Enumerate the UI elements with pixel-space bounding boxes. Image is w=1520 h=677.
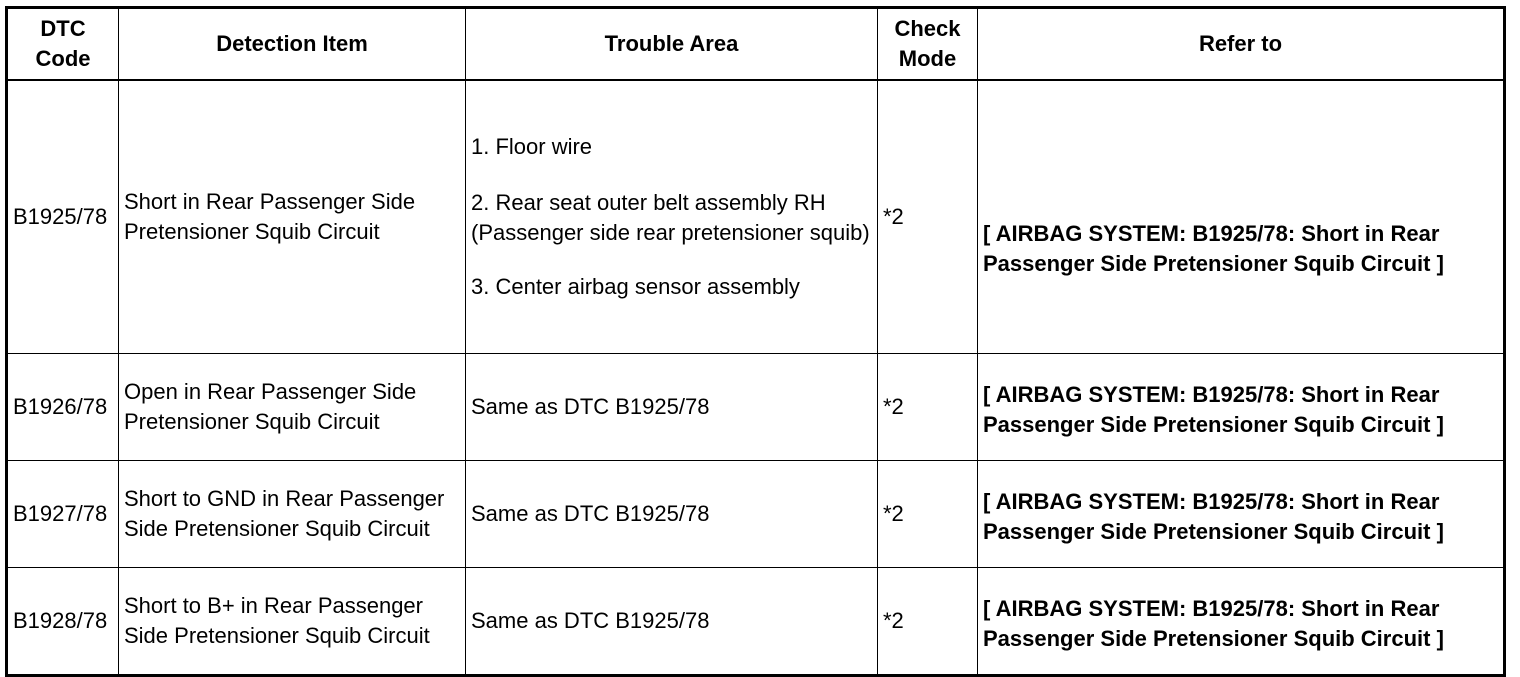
dtc-code-cell: B1926/78: [7, 354, 119, 461]
table-row: [7, 354, 1505, 461]
table-body: [7, 80, 1505, 676]
header-dtc-code-label: DTC Code: [35, 16, 91, 71]
header-detection-item: Detection Item: [119, 8, 466, 81]
trouble-area-cell: Same as DTC B1925/78: [466, 568, 878, 676]
detection-item-cell: Short in Rear Passenger Side Pretensioner Squib Circuit: [119, 80, 466, 354]
trouble-area-item: 2. Rear seat outer belt assembly RH (Passenger side rear pretensioner squib): [471, 190, 870, 245]
detection-item-cell: Open in Rear Passenger Side Pretensioner Squib Circuit: [119, 354, 466, 461]
table-row: [7, 568, 1505, 676]
dtc-code-cell: B1927/78: [7, 461, 119, 568]
dtc-table: [5, 6, 1506, 677]
refer-to-link[interactable]: [ AIRBAG SYSTEM: B1925/78: Short in Rear Passenger Side Pretensioner Squib Circuit ]: [978, 354, 1505, 461]
trouble-area-item: 1. Floor wire: [471, 134, 593, 159]
dtc-code-cell: B1928/78: [7, 568, 119, 676]
refer-to-link[interactable]: [ AIRBAG SYSTEM: B1925/78: Short in Rear Passenger Side Pretensioner Squib Circuit ]: [978, 461, 1505, 568]
table-header: [7, 8, 1505, 81]
check-mode-cell: *2: [878, 354, 978, 461]
refer-to-link[interactable]: [ AIRBAG SYSTEM: B1925/78: Short in Rear Passenger Side Pretensioner Squib Circuit ]: [978, 568, 1505, 676]
header-trouble-area: Trouble Area: [466, 8, 878, 81]
trouble-area-cell: [466, 80, 878, 354]
trouble-area-cell: Same as DTC B1925/78: [466, 354, 878, 461]
check-mode-cell: *2: [878, 80, 978, 354]
header-check-mode: [878, 8, 978, 81]
trouble-area-cell: Same as DTC B1925/78: [466, 461, 878, 568]
refer-to-link[interactable]: [ AIRBAG SYSTEM: B1925/78: Short in Rear Passenger Side Pretensioner Squib Circuit ]: [978, 80, 1505, 354]
dtc-code-cell: B1925/78: [7, 80, 119, 354]
check-mode-cell: *2: [878, 568, 978, 676]
table-row: [7, 461, 1505, 568]
header-refer-to: Refer to: [978, 8, 1505, 81]
header-check-mode-label: Check Mode: [894, 16, 961, 71]
check-mode-cell: *2: [878, 461, 978, 568]
table-row: [7, 80, 1505, 354]
trouble-area-item: 3. Center airbag sensor assembly: [471, 274, 800, 299]
header-dtc-code: [7, 8, 119, 81]
header-row: [7, 8, 1505, 81]
detection-item-cell: Short to B+ in Rear Passenger Side Pretensioner Squib Circuit: [119, 568, 466, 676]
detection-item-cell: Short to GND in Rear Passenger Side Pretensioner Squib Circuit: [119, 461, 466, 568]
